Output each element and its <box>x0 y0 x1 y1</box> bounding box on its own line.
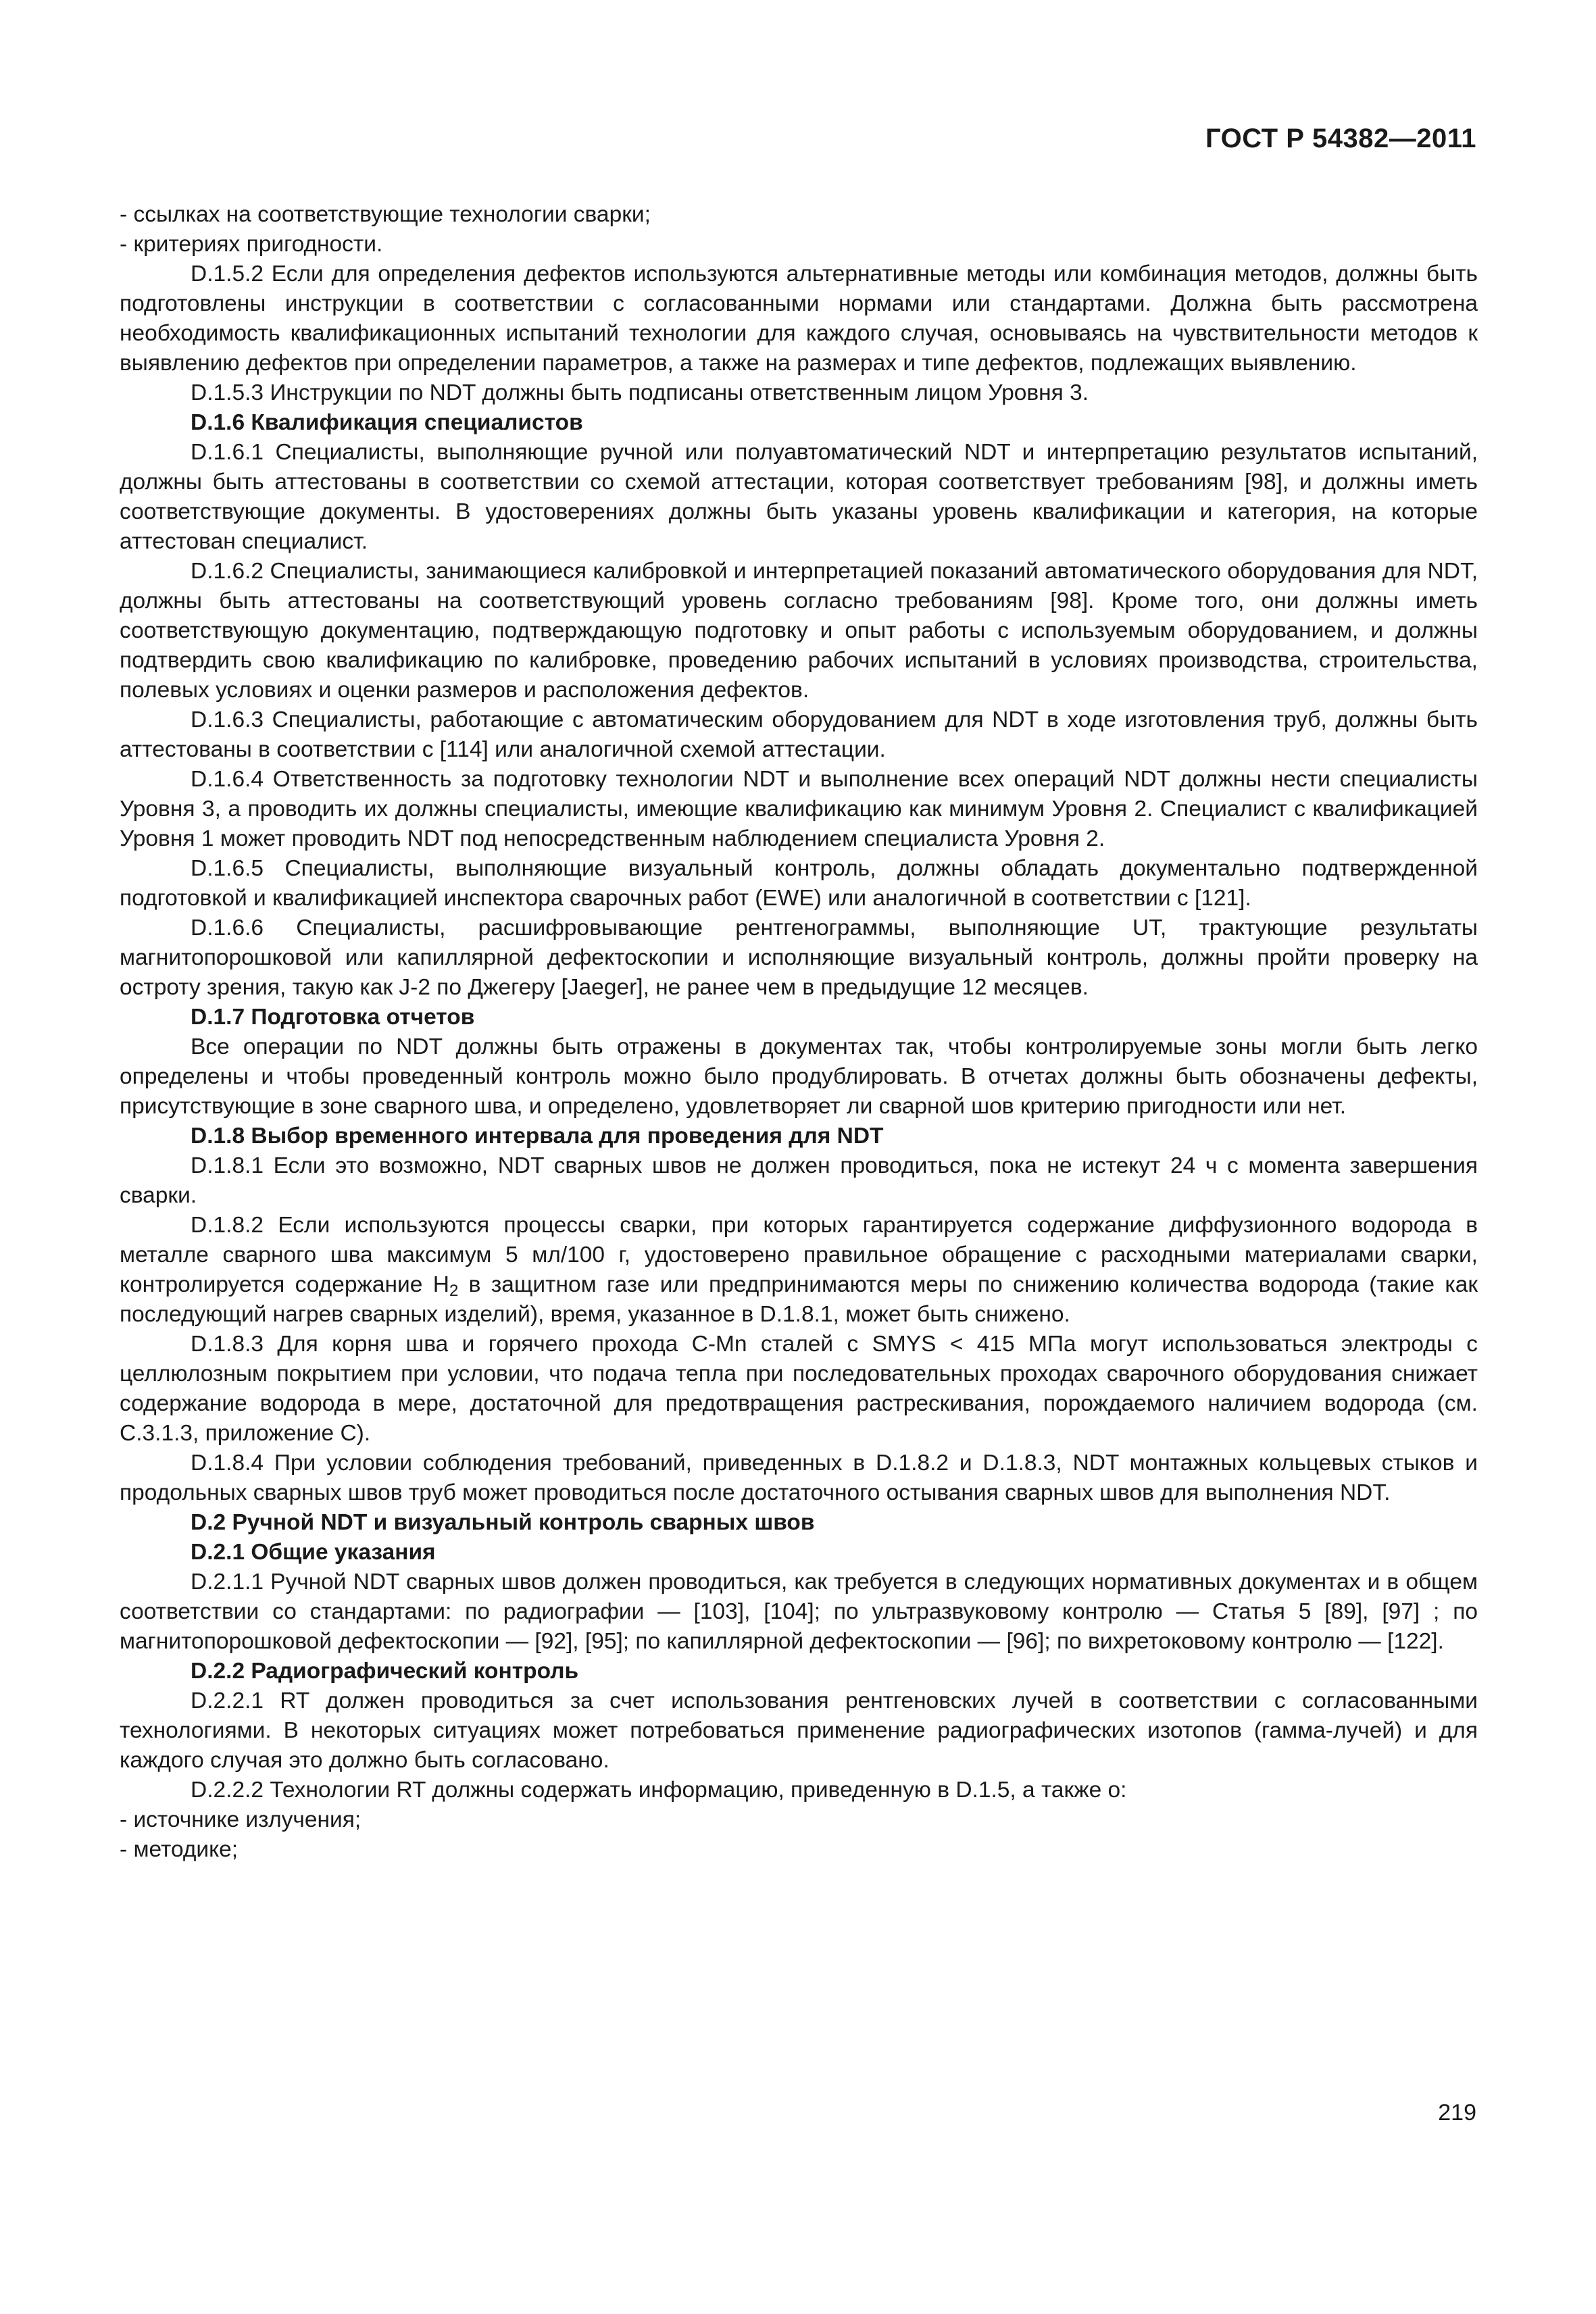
section-heading: D.1.7 Подготовка отчетов <box>191 1005 475 1030</box>
paragraph-d-1-8-2 <box>120 1211 1478 1330</box>
paragraph-text: в защитном газе или предпринимаются меры по снижению количества водорода (такие как последующий нагрев сварных изделий), время, указанное в D.1.8.1, может быть снижено. <box>120 1272 1478 1327</box>
paragraph-d-1-6-5: D.1.6.5 Специалисты, выполняющие визуальный контроль, должны обладать документально подтвержденной подготовкой и квалификацией инспектора сварочных работ (EWE) или аналогичной в соответствии с [121]. <box>120 856 1478 911</box>
paragraph-d-1-8-1: D.1.8.1 Если это возможно, NDT сварных швов не должен проводиться, пока не истекут 24 ч с момента завершения сварки. <box>120 1153 1478 1208</box>
paragraph-d-1-8-4: D.1.8.4 При условии соблюдения требований, приведенных в D.1.8.2 и D.1.8.3, NDT монтажных кольцевых стыков и продольных сварных швов труб может проводиться после достаточного остывания сварных швов для выполнения NDT. <box>120 1451 1478 1505</box>
paragraph-d-1-7: Все операции по NDT должны быть отражены в документах так, чтобы контролируемые зоны могли быть легко определены и чтобы проведенный контроль можно было продублировать. В отчетах должны быть обозначены дефекты, присутствующие в зоне сварного шва, и определено, удовлетворяет ли сварной шов критерию пригодности или нет. <box>120 1034 1478 1119</box>
paragraph-text: D.1.8.2 Если используются процессы сварки, при которых гарантируется содержание диффузионного водорода в металле сварного шва максимум 5 мл/100 г, удостоверено правильное обращение с расходными материалами сварки, контролируется содержание H <box>120 1213 1478 1297</box>
paragraph-d-1-5-2: D.1.5.2 Если для определения дефектов используются альтернативные методы или комбинация методов, должны быть подготовлены инструкции в соответствии с согласованными нормами или стандартами. Должна быть рассмотрена необходимость квалификационных испытаний технологии для каждого случая, основываясь на чувствительности методов к выявлению дефектов при определении параметров, а также на размерах и типе дефектов, подлежащих выявлению. <box>120 261 1478 376</box>
section-heading: D.2 Ручной NDT и визуальный контроль сварных швов <box>191 1510 815 1535</box>
paragraph-d-1-8-3: D.1.8.3 Для корня шва и горячего прохода C-Mn сталей с SMYS < 415 МПа могут использоваться электроды с целлюлозным покрытием при условии, что подача тепла при последовательных проходах сварочного оборудования снижает содержание водорода в мере, достаточной для предотвращения растрескивания, порождаемого наличием водорода (см. С.3.1.3, приложение С). <box>120 1332 1478 1446</box>
section-heading: D.1.6 Квалификация специалистов <box>191 410 583 435</box>
paragraph-d-1-6-1: D.1.6.1 Специалисты, выполняющие ручной или полуавтоматический NDT и интерпретацию результатов испытаний, должны быть аттестованы в соответствии со схемой аттестации, которая соответствует требованиям [98], и должны иметь соответствующие документы. В удостоверениях должны быть указаны уровень квалификации и категория, на которые аттестован специалист. <box>120 440 1478 554</box>
section-heading: D.2.1 Общие указания <box>191 1540 436 1565</box>
list-item: - ссылках на соответствующие технологии сварки; <box>120 202 651 227</box>
subscript: 2 <box>449 1282 459 1300</box>
paragraph-d-2-1-1: D.2.1.1 Ручной NDT сварных швов должен проводиться, как требуется в следующих нормативных документах и в общем соответствии со стандартами: по радиографии — [103], [104]; по ультразвуковому контролю — Статья 5 [89], [97] ; по магнитопорошковой дефектоскопии — [92], [95]; по капиллярной дефектоскопии — [96]; по вихретоковому контролю — [122]. <box>120 1569 1478 1654</box>
paragraph-d-1-6-6: D.1.6.6 Специалисты, расшифровывающие рентгенограммы, выполняющие UT, трактующие результаты магнитопорошковой или капиллярной дефектоскопии и исполняющие визуальный контроль, должны пройти проверку на остроту зрения, такую как J-2 по Джегеру [Jaeger], не ранее чем в предыдущие 12 месяцев. <box>120 915 1478 1000</box>
document-header: ГОСТ Р 54382—2011 <box>1205 124 1476 153</box>
paragraph-d-2-2-1: D.2.2.1 RT должен проводиться за счет использования рентгеновских лучей в соответствии с согласованными технологиями. В некоторых ситуациях может потребоваться применение радиографических изотопов (гамма-лучей) и для каждого случая это должно быть согласовано. <box>120 1688 1478 1773</box>
paragraph-d-1-6-3: D.1.6.3 Специалисты, работающие с автоматическим оборудованием для NDT в ходе изготовления труб, должны быть аттестованы в соответствии с [114] или аналогичной схемой аттестации. <box>120 707 1478 762</box>
list-item: - методике; <box>120 1837 239 1862</box>
document-body <box>120 200 1478 1865</box>
paragraph-d-1-5-3: D.1.5.3 Инструкции по NDT должны быть подписаны ответственным лицом Уровня 3. <box>191 380 1089 405</box>
paragraph-d-1-6-2: D.1.6.2 Специалисты, занимающиеся калибровкой и интерпретацией показаний автоматического оборудования для NDT, должны быть аттестованы на соответствующий уровень согласно требованиям [98]. Кроме того, они должны иметь соответствующую документацию, подтверждающую подготовку и опыт работы с используемым оборудованием, и должны подтвердить свою квалификацию по калибровке, проведению рабочих испытаний в условиях производства, строительства, полевых условиях и оценки размеров и расположения дефектов. <box>120 559 1478 703</box>
section-heading: D.2.2 Радиографический контроль <box>191 1659 579 1684</box>
page-number: 219 <box>1438 2100 1476 2126</box>
list-item: - критериях пригодности. <box>120 232 383 257</box>
paragraph-d-2-2-2: D.2.2.2 Технологии RT должны содержать информацию, приведенную в D.1.5, а также о: <box>191 1778 1127 1803</box>
section-heading: D.1.8 Выбор временного интервала для проведения для NDT <box>191 1124 884 1149</box>
paragraph-d-1-6-4: D.1.6.4 Ответственность за подготовку технологии NDT и выполнение всех операций NDT должны нести специалисты Уровня 3, а проводить их должны специалисты, имеющие квалификацию как минимум Уровня 2. Специалист с квалификацией Уровня 1 может проводить NDT под непосредственным наблюдением специалиста Уровня 2. <box>120 767 1478 851</box>
list-item: - источнике излучения; <box>120 1807 361 1832</box>
